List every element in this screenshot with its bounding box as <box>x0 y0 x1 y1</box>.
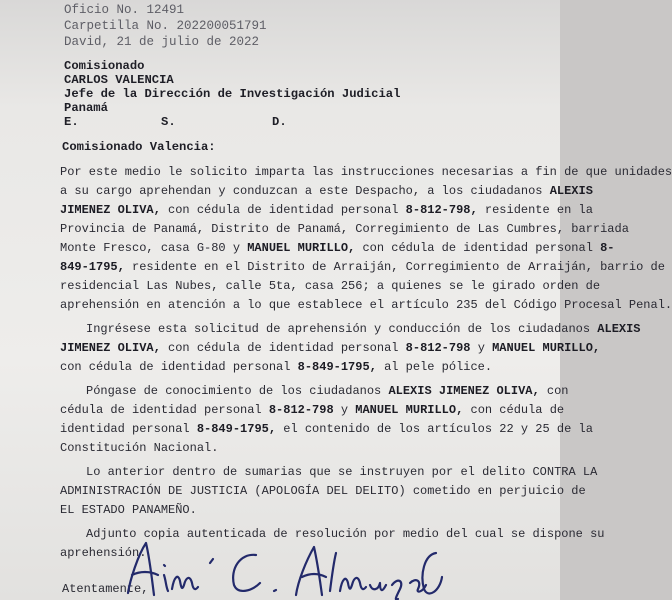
person-name: ALEXIS <box>549 184 593 198</box>
paragraph-3-line-1 <box>86 384 569 398</box>
addressee-e: E. <box>64 115 79 129</box>
id-number: 8-849-1795, <box>297 360 377 374</box>
text-run: ADMINISTRACIÓN DE JUSTICIA (APOLOGÍA DEL DELITO) cometido en perjuicio de <box>60 484 586 498</box>
person-name: MANUEL MURILLO, <box>355 403 464 417</box>
id-number: 8-812-798 <box>405 341 471 355</box>
text-run: aprehensión en atención a lo que establece el artículo 235 del Código Procesal Penal. <box>60 298 672 312</box>
paragraph-1-line-4 <box>60 222 629 236</box>
addressee-name: CARLOS VALENCIA <box>64 73 174 87</box>
text-run: Constitución Nacional. <box>60 441 219 455</box>
text-run: Adjunto copia autenticada de resolución por medio del cual se dispone su <box>86 527 605 541</box>
id-number: 8-849-1795, <box>196 422 277 436</box>
salutation: Comisionado Valencia: <box>62 140 216 154</box>
paragraph-3-line-2 <box>60 403 565 417</box>
paragraph-2-line-3 <box>60 360 522 374</box>
text-run: residente en la <box>484 203 593 217</box>
id-number: 849-1795, <box>60 260 125 274</box>
text-run: residencial Las Nubes, calle 5ta, casa 256; a quienes se le girado orden de <box>60 279 601 293</box>
person-name: ALEXIS <box>597 322 641 336</box>
text-run: Lo anterior dentro de sumarias que se instruyen por el delito CONTRA LA <box>86 465 598 479</box>
paragraph-3-line-4 <box>60 441 522 455</box>
paragraph-2-line-2 <box>60 341 601 355</box>
oficio-number: Oficio No. 12491 <box>64 3 185 17</box>
paragraph-1-line-5 <box>60 241 615 255</box>
paragraph-1-line-2 <box>60 184 593 198</box>
addressee-s: S. <box>161 115 176 129</box>
text-run: Por este medio le solicito imparta las instrucciones necesarias a fin de que unidades <box>60 165 672 179</box>
paragraph-4-line-1 <box>86 465 598 479</box>
text-run: EL ESTADO PANAMEÑO. <box>60 503 197 517</box>
addressee-d: D. <box>272 115 287 129</box>
closing: Atentamente, <box>62 582 149 596</box>
paragraph-4-line-2 <box>60 484 586 498</box>
person-name: MANUEL MURILLO, <box>492 341 601 355</box>
paragraph-2-line-1 <box>86 322 641 336</box>
text-run: Póngase de conocimiento de los ciudadanos <box>86 384 382 398</box>
text-run: Monte Fresco, casa G-80 y <box>60 241 241 255</box>
carpetilla-number: Carpetilla No. 202200051791 <box>64 19 267 33</box>
text-run: Ingrésese esta solicitud de aprehensión y conducción de los ciudadanos <box>86 322 591 336</box>
text-run: y <box>340 403 349 417</box>
id-number: 8-812-798 <box>268 403 334 417</box>
addressee-place: Panamá <box>64 101 108 115</box>
text-run: con <box>546 384 569 398</box>
person-name: ALEXIS JIMENEZ OLIVA, <box>388 384 540 398</box>
document-date: David, 21 de julio de 2022 <box>64 35 260 49</box>
text-run: y <box>477 341 485 355</box>
text-run: con cédula de identidad personal <box>168 203 399 217</box>
paragraph-1-line-7 <box>60 279 601 293</box>
text-run: al pele pólice. <box>384 360 493 374</box>
addressee-title: Comisionado <box>64 59 145 73</box>
text-run: cédula de identidad personal <box>60 403 262 417</box>
paragraph-1-line-1 <box>60 165 672 179</box>
paragraph-1-line-6 <box>60 260 665 274</box>
id-number: 8-812-798, <box>405 203 478 217</box>
addressee-position: Jefe de la Dirección de Investigación Judicial <box>64 87 401 101</box>
person-name: MANUEL MURILLO, <box>247 241 356 255</box>
paragraph-3-line-3 <box>60 422 593 436</box>
paragraph-4-line-3 <box>60 503 522 517</box>
person-name: JIMENEZ OLIVA, <box>60 203 161 217</box>
text-run: con cédula de identidad personal <box>60 360 291 374</box>
text-run: con cédula de <box>470 403 565 417</box>
text-run: con cédula de identidad personal <box>362 241 593 255</box>
text-run: residente en el Distrito de Arraiján, Corregimiento de Arraiján, barrio de <box>132 260 665 274</box>
text-run: aprehensión. <box>60 546 147 560</box>
text-run: Provincia de Panamá, Distrito de Panamá, Corregimiento de Las Cumbres, barriada <box>60 222 629 236</box>
paragraph-1-line-3 <box>60 203 593 217</box>
text-run: el contenido de los artículos 22 y 25 de la <box>283 422 593 436</box>
person-name: JIMENEZ OLIVA, <box>60 341 161 355</box>
id-number: 8- <box>600 241 615 255</box>
text-run: identidad personal <box>60 422 190 436</box>
handwritten-signature <box>118 525 448 600</box>
paragraph-1-line-8 <box>60 298 672 312</box>
text-run: a su cargo aprehendan y conduzcan a este Despacho, a los ciudadanos <box>60 184 543 198</box>
text-run: con cédula de identidad personal <box>168 341 399 355</box>
